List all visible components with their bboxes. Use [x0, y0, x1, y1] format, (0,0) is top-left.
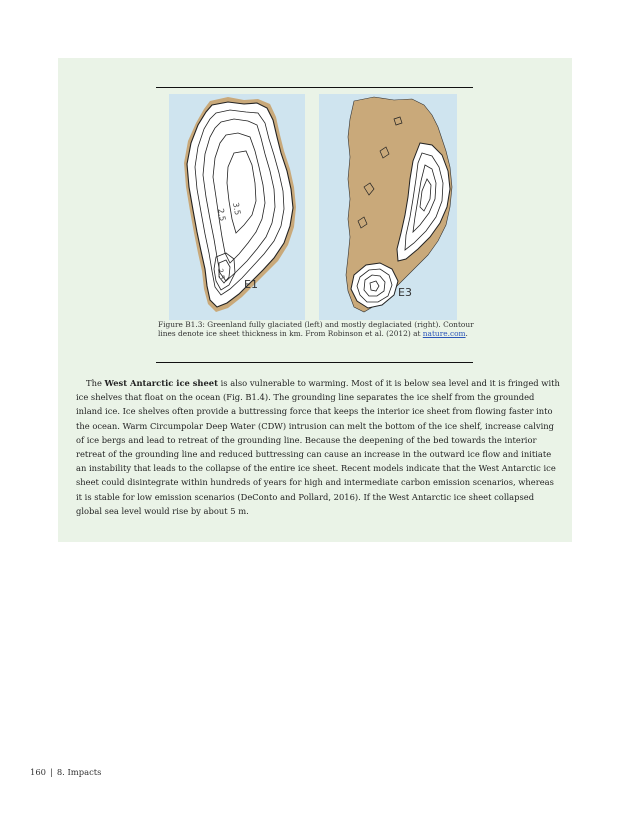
body-paragraph	[76, 376, 560, 518]
page-number: 160	[30, 767, 46, 777]
contour-label: 3.5	[231, 201, 243, 216]
paragraph-lead: The	[86, 378, 105, 388]
map-panel-e1	[169, 94, 305, 320]
contour-label: 2.5	[216, 207, 228, 222]
panel-label-e3: E3	[398, 286, 412, 299]
contour-label: 2.5	[216, 267, 226, 281]
figure-greenland-maps	[58, 91, 572, 327]
page-footer	[30, 767, 101, 777]
footer-separator: |	[50, 767, 53, 777]
bold-term: West Antarctic ice sheet	[104, 378, 218, 388]
figure-bottom-rule	[156, 362, 473, 363]
content-box	[58, 58, 572, 542]
caption-link[interactable]: nature.com	[422, 329, 466, 339]
paragraph-text: is also vulnerable to warming. Most of it is below sea level and it is fringed with ice shelves that float on the ocean (Fig. B1.4). The grounding line separates the ice shelf from the grounded inland ice. Ice shelves often provide a buttressing force that keeps the interior ice sheet from flowing faster into the ocean. Warm Circumpolar Deep Water (CDW) intrusion can melt the bottom of the ice shelf, increase calving of ice bergs and lead to retreat of the grounding line. Because the deepening of the bed towards the interior retreat of the grounding line and reduced buttressing can cause an increase in the outward ice flow and initiate an instability that leads to the collapse of the entire ice sheet. Recent models indicate that the West Antarctic ice sheet could disintegrate within hundreds of years for high and intermediate carbon emission scenarios, whereas it is stable for low emission scenarios (DeConto and Pollard, 2016). If the West Antarctic ice sheet collapsed global sea level would rise by about 5 m.	[76, 378, 560, 516]
map-panel-e3	[319, 94, 457, 320]
figure-caption	[158, 320, 478, 339]
caption-end: .	[465, 329, 468, 339]
chapter-title: 8. Impacts	[56, 767, 102, 777]
caption-text: Figure B1.3: Greenland fully glaciated (left) and mostly deglaciated (right). Contour lines denote ice sheet thickness in km. From Robinson et al. (2012) at	[158, 320, 474, 339]
panel-label-e1: E1	[244, 278, 258, 291]
figure-top-rule	[156, 87, 473, 88]
